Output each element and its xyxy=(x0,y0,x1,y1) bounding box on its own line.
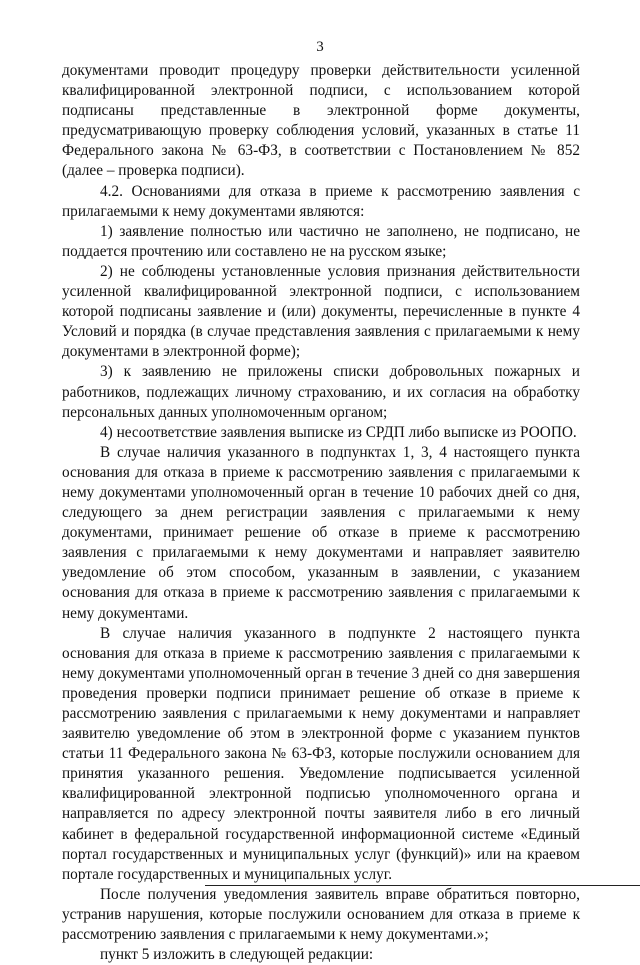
paragraph-refusal-item-2: В случае наличия указанного в подпункте 2 настоящего пункта основания для отказа в приеме к рассмотрению заявления с прилагаемыми к нему документами уполномоченный орган в течение 3 дней со дня завершения проведения проверки подписи принимает решение об отказе в приеме к рассмотрению заявления с прилагаемыми к нему документами и направляет заявителю уведомление об этом в электронной форме с указанием пунктов статьи 11 Федерального закона № 63-ФЗ, которые послужили основанием для принятия указанного решения. Уведомление подписывается усиленной квалифицированной электронной подписью уполномоченного органа и направляется по адресу электронной почты заявителя либо в его личный кабинет в федеральной государственной информационной системе «Единый портал государственных и муниципальных услуг (функций)» или на краевом портале государственных и муниципальных услуг. xyxy=(62,624,580,883)
paragraph-4-2-heading: 4.2. Основаниями для отказа в приеме к рассмотрению заявления с прилагаемыми к нему документами являются: xyxy=(62,182,580,220)
paragraph-item-1: 1) заявление полностью или частично не заполнено, не подписано, не поддается прочтению или составлено не на русском языке; xyxy=(62,222,580,260)
paragraph-continuation: документами проводит процедуру проверки действительности усиленной квалифицированной электронной подписи, с использованием которой подписаны представленные в электронной форме документы, предусматривающую проверку соблюдения условий, указанных в статье 11 Федерального закона № 63-ФЗ, в соответствии с Постановлением № 852 (далее – проверка подписи). xyxy=(62,62,580,180)
document-body xyxy=(62,61,580,965)
paragraph-item-3: 3) к заявлению не приложены списки добровольных пожарных и работников, подлежащих личному страхованию, и их согласия на обработку персональных данных уполномоченным органом; xyxy=(62,363,580,421)
paragraph-repeat-application: После получения уведомления заявитель вправе обратиться повторно, устранив нарушения, которые послужили основанием для отказа в приеме к рассмотрению заявления с прилагаемыми к нему документами.»; xyxy=(62,885,580,944)
bottom-scan-line xyxy=(205,885,640,886)
paragraph-item-2: 2) не соблюдены установленные условия признания действительности усиленной квалифицированной электронной подписи, с использованием которой подписаны заявление и (или) документы, перечисленные в пункте 4 Условий и порядка (в случае представления заявления с прилагаемыми к нему документами в электронной форме); xyxy=(62,262,580,361)
paragraph-point-5-intro: пункт 5 изложить в следующей редакции: xyxy=(100,946,374,964)
paragraph-refusal-items-1-3-4: В случае наличия указанного в подпунктах 1, 3, 4 настоящего пункта основания для отказа в приеме к рассмотрению заявления с прилагаемыми к нему документами уполномоченный орган в течение 10 рабочих дней со дня, следующего за днем регистрации заявления с прилагаемыми к нему документами, принимает решение об отказе в приеме к рассмотрению заявления с прилагаемыми к нему документами и направляет заявителю уведомление об этом способом, указанным в заявлении, с указанием основания для отказа в приеме к рассмотрению заявления с прилагаемыми к нему документами. xyxy=(62,443,580,622)
paragraph-item-4: 4) несоответствие заявления выписке из СРДП либо выписке из РООПО. xyxy=(100,423,577,441)
page-number: 3 xyxy=(316,39,324,55)
